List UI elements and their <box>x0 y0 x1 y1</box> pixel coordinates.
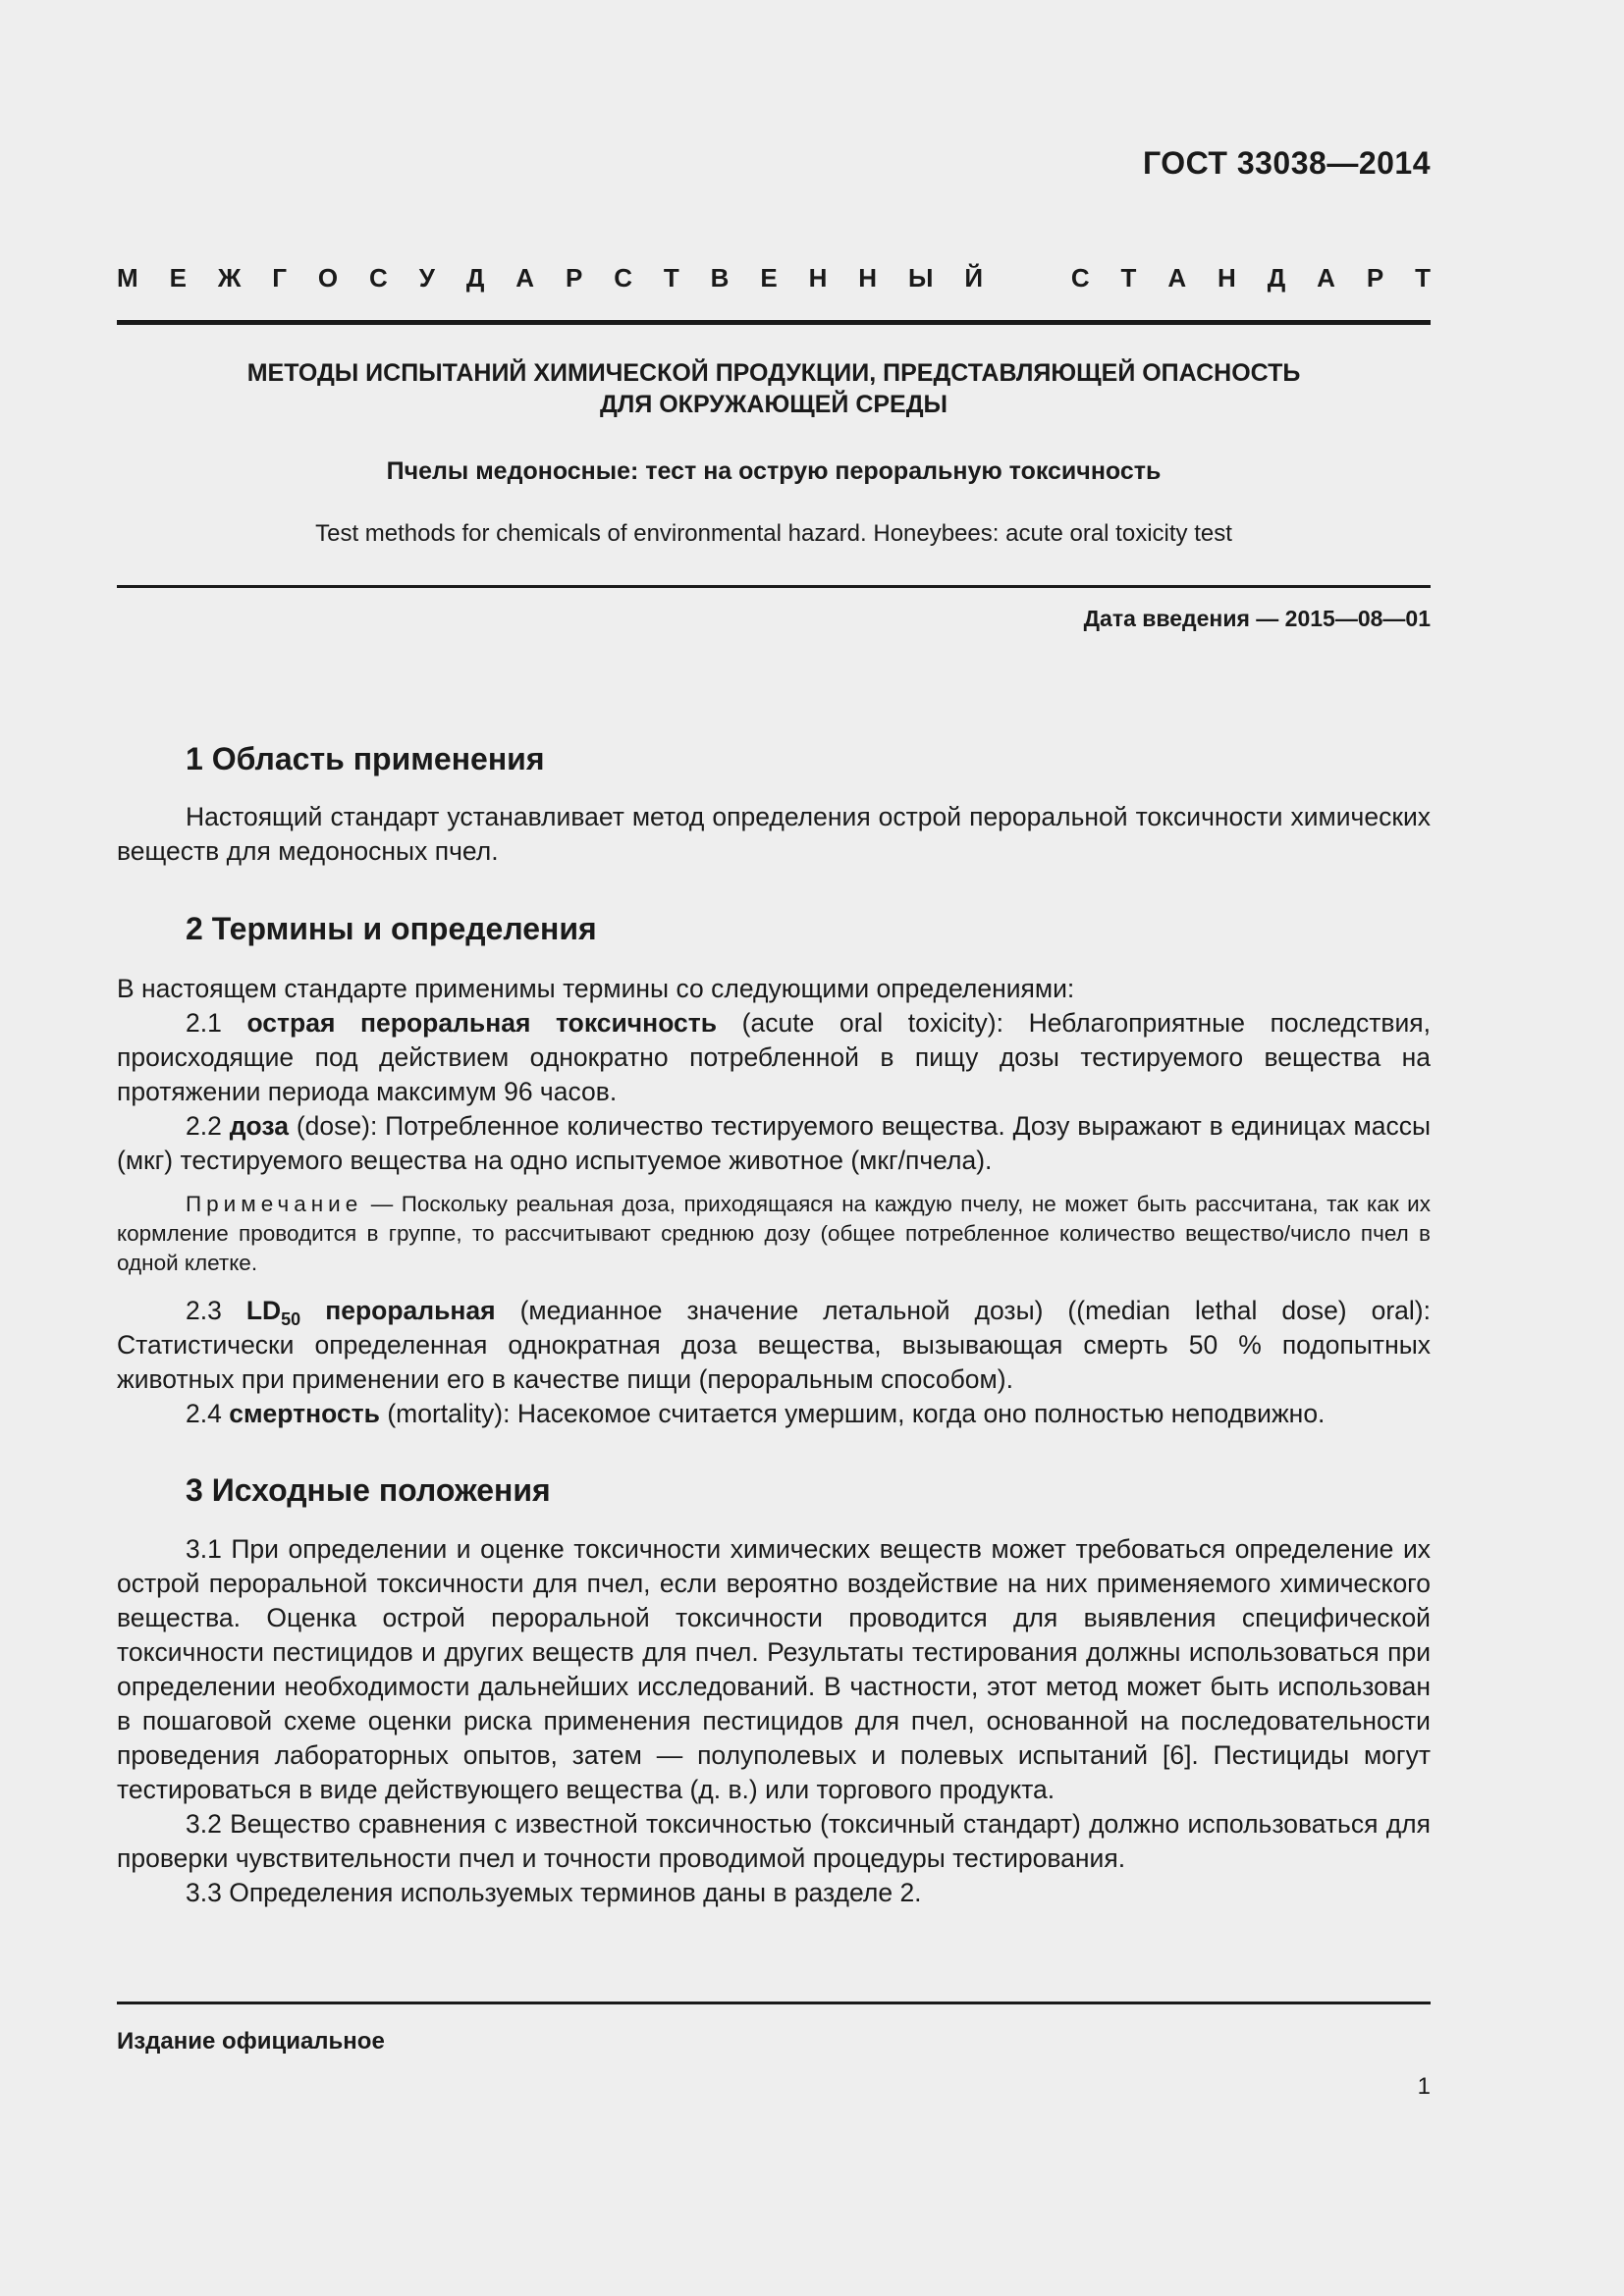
section-2-intro: В настоящем стандарте применимы термины со следующими определениями: <box>117 974 1075 1003</box>
title-line-1: МЕТОДЫ ИСПЫТАНИЙ ХИМИЧЕСКОЙ ПРОДУКЦИИ, ПРЕДСТАВЛЯЮЩЕЙ ОПАСНОСТЬ <box>246 359 1301 387</box>
title-line-2: ДЛЯ ОКРУЖАЮЩЕЙ СРЕДЫ <box>599 391 948 418</box>
introduction-date: Дата введения — 2015—08—01 <box>1083 606 1431 631</box>
banner-letter: Р <box>565 263 583 293</box>
note-text: — Поскольку реальная доза, приходящаяся на каждую пчелу, не может быть рассчитана, так как их кормление проводится в группе, то рассчитывают среднюю дозу (общее потребленное количество вещество/число пчел в одной клетке. <box>117 1192 1431 1275</box>
banner-gap <box>1014 263 1040 294</box>
term-name: острая пероральная токсичность <box>246 1008 718 1038</box>
term-number: 2.3 <box>186 1296 246 1325</box>
banner-letter: Н <box>808 263 828 293</box>
banner-letter: Ж <box>217 263 242 293</box>
banner-letter: Ы <box>907 263 934 293</box>
term-2-3 <box>117 1294 1431 1397</box>
clause-3-1: 3.1 При определении и оценке токсичности химических веществ может требоваться определение их острой пероральной токсичности для пчел, если вероятно воздействие на них применяемого химического вещества. Оценка острой пероральной токсичности проводится для выявления специфической токсичности пестицидов и других веществ для пчел. Результаты тестирования должны использоваться при определении необходимости дальнейших исследований. В частности, этот метод может быть использован в пошаговой схеме оценки риска применения пестицидов для пчел, основанной на последовательности проведения лабораторных опытов, затем — полуполевых и полевых испытаний [6]. Пестициды могут тестироваться в виде действующего вещества (д. в.) или торгового продукта. <box>117 1534 1431 1804</box>
section-3-heading: 3 Исходные положения <box>186 1472 551 1508</box>
term-name-ld: LD <box>245 1296 282 1325</box>
english-title: Test methods for chemicals of environmental hazard. Honeybees: acute oral toxicity test <box>315 520 1232 547</box>
document-title <box>117 357 1431 420</box>
term-definition: (acute oral toxicity): Неблагоприятные последствия, происходящие под действием однократно потребленной в пищу дозы тестируемого вещества на протяжении периода максимум 96 часов. <box>117 1008 1431 1106</box>
term-definition: (mortality): Насекомое считается умершим, когда оно полностью неподвижно. <box>379 1399 1326 1428</box>
banner-letter: В <box>710 263 730 293</box>
official-edition-label: Издание официальное <box>117 2028 385 2055</box>
banner-letter: Д <box>1267 263 1286 293</box>
footer-rule <box>117 2002 1431 2004</box>
page-number: 1 <box>1417 2073 1431 2100</box>
banner-letter: Е <box>169 263 187 293</box>
section-1-text: Настоящий стандарт устанавливает метод определения острой пероральной токсичности химических веществ для медоносных пчел. <box>117 802 1431 866</box>
term-name-subscript: 50 <box>281 1309 301 1329</box>
banner-letter: Е <box>760 263 778 293</box>
header-rule <box>117 320 1431 325</box>
banner-letter: Д <box>465 263 485 293</box>
banner-letter: М <box>117 263 138 293</box>
clause-3-2: 3.2 Вещество сравнения с известной токсичностью (токсичный стандарт) должно использоваться для проверки чувствительности пчел и точности проводимой процедуры тестирования. <box>117 1809 1431 1873</box>
term-2-1 <box>117 1006 1431 1109</box>
banner-letter: Н <box>1218 263 1236 293</box>
banner-letter: Т <box>663 263 679 293</box>
clause-3-3: 3.3 Определения используемых терминов даны в разделе 2. <box>186 1878 922 1907</box>
term-2-4 <box>117 1397 1431 1431</box>
banner-letter: Р <box>1366 263 1384 293</box>
term-definition: (dose): Потребленное количество тестируемого вещества. Дозу выражают в единицах массы (мкг) тестируемого вещества на одно испытуемое животное (мкг/пчела). <box>117 1111 1431 1175</box>
standard-number: ГОСТ 33038—2014 <box>1142 145 1431 181</box>
note <box>117 1190 1431 1278</box>
banner-letter: Г <box>272 263 287 293</box>
term-name-rest: пероральная <box>300 1296 496 1325</box>
term-number: 2.1 <box>186 1008 247 1038</box>
section-1-heading: 1 Область применения <box>186 741 545 776</box>
banner-letter: А <box>1317 263 1335 293</box>
banner-letter: А <box>1167 263 1187 293</box>
note-label: Примечание <box>186 1192 363 1216</box>
banner-letter: Н <box>858 263 878 293</box>
banner-letter: С <box>1070 263 1090 293</box>
banner-letter: Т <box>1120 263 1137 293</box>
banner-letter: О <box>317 263 339 293</box>
term-number: 2.4 <box>186 1399 230 1428</box>
banner-letter: С <box>614 263 632 293</box>
term-number: 2.2 <box>186 1111 230 1141</box>
banner-letter: А <box>515 263 535 293</box>
banner-letter: Т <box>1415 263 1431 293</box>
term-2-2 <box>117 1109 1431 1178</box>
title-rule <box>117 585 1431 588</box>
interstate-standard-banner <box>117 263 1431 294</box>
term-name: доза <box>229 1111 289 1141</box>
term-definition: (медианное значение летальной дозы) ((median lethal dose) oral): Статистически определенная однократная доза вещества, вызывающая смерть 50 % подопытных животных при применении его в качестве пищи (пероральным способом). <box>117 1296 1431 1394</box>
banner-letter: У <box>418 263 435 293</box>
document-subtitle: Пчелы медоносные: тест на острую пероральную токсичность <box>386 457 1162 485</box>
section-2-heading: 2 Термины и определения <box>186 911 597 946</box>
banner-letter: С <box>369 263 388 293</box>
term-name <box>245 1296 496 1329</box>
term-name: смертность <box>229 1399 380 1428</box>
banner-letter: Й <box>964 263 984 293</box>
